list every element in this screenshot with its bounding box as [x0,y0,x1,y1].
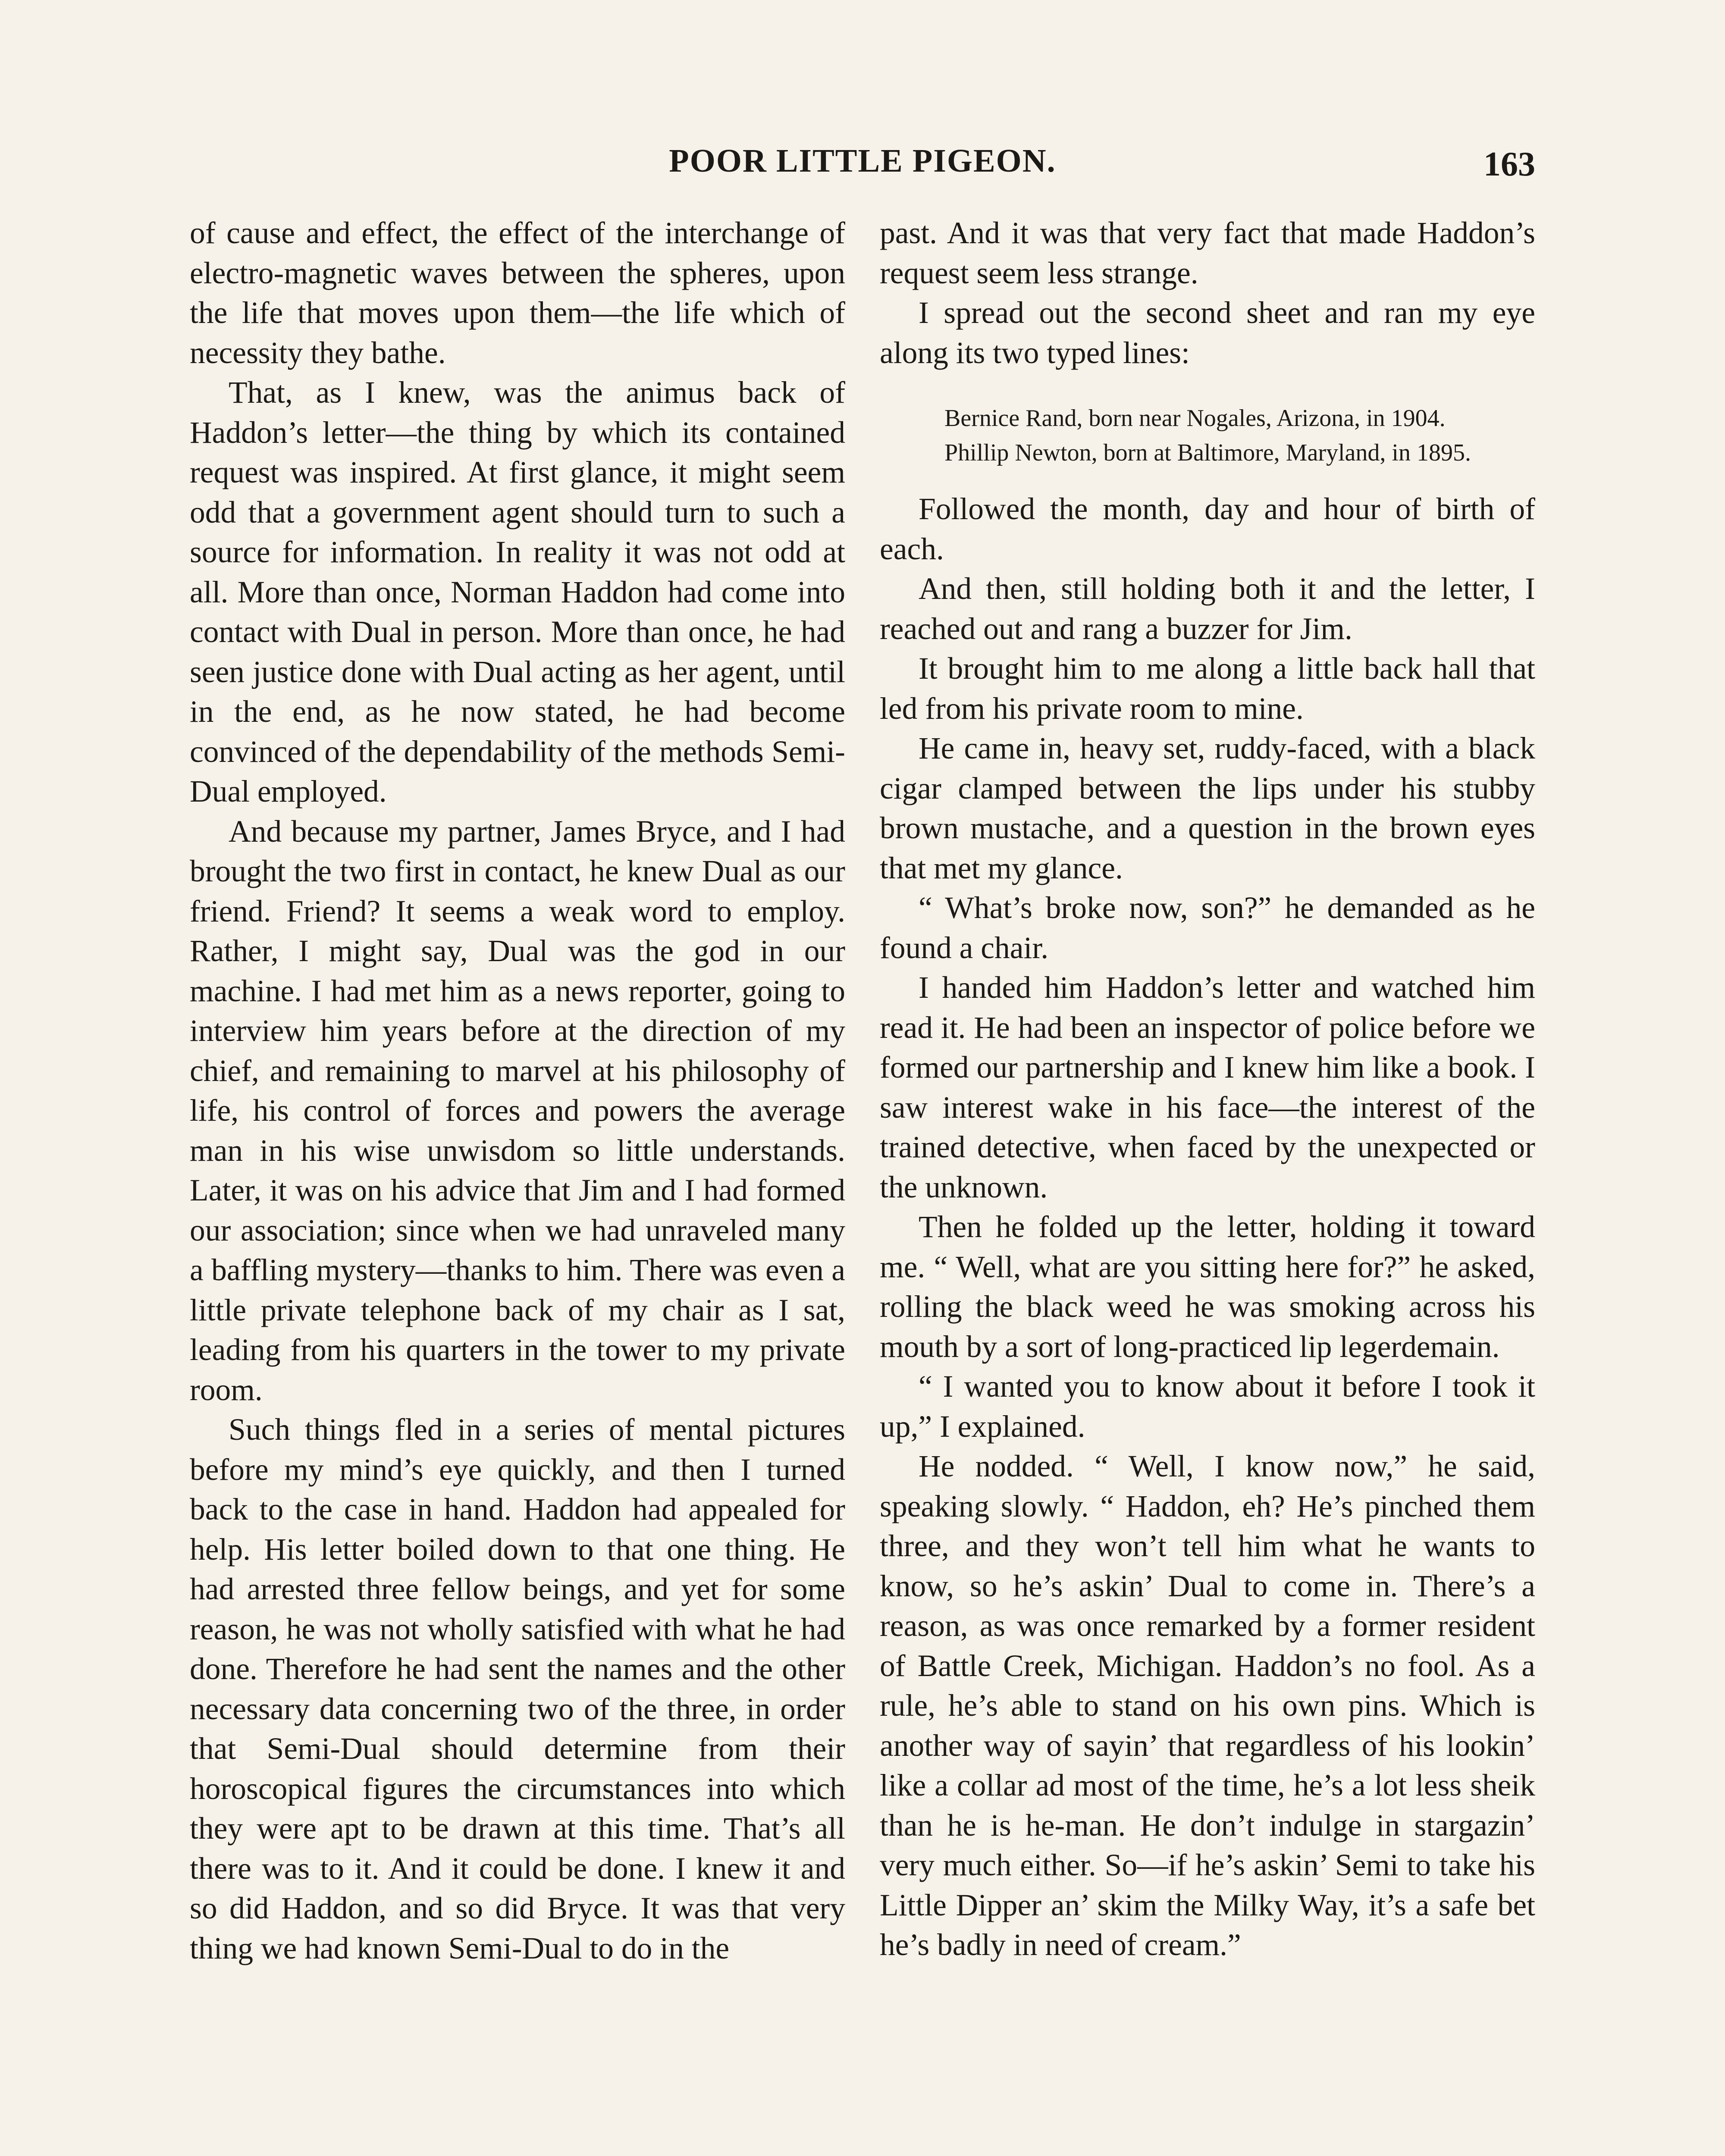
left-column [190,213,845,1968]
paragraph: “ I wanted you to know about it before I took it up,” I explained. [880,1369,1535,1444]
paragraph: And then, still holding both it and the letter, I reached out and rang a buzzer for Jim. [880,572,1535,646]
paragraph: He came in, heavy set, ruddy-faced, with a black cigar clamped between the lips under his stubby brown mustache, and a question in the brown eyes that met my glance. [880,731,1535,885]
paragraph: Then he folded up the letter, holding it toward me. “ Well, what are you sitting here for?” he asked, rolling the black weed he was smoking across his mouth by a sort of long-practiced lip legerdemain. [880,1210,1535,1364]
paragraph: Such things fled in a series of mental pictures before my mind’s eye quickly, and then I turned back to the case in hand. Haddon had appealed for help. His letter boiled down to that one thing. He had arrested three fellow beings, and yet for some reason, he was not wholly satisfied with what he had done. Therefore he had sent the names and the other necessary data concerning two of the three, in order that Semi-Dual should determine from their horoscopical figures the circumstances into which they were apt to be drawn at this time. That’s all there was to it. And it could be done. I knew it and so did Haddon, and so did Bryce. It was that very thing we had known Semi-Dual to do in the [190,1413,845,1965]
paragraph: It brought him to me along a little back hall that led from his private room to mine. [880,652,1535,726]
paragraph: past. And it was that very fact that made Haddon’s request seem less strange. [880,216,1535,290]
right-column [880,213,1535,1965]
typed-line: Bernice Rand, born near Nogales, Arizona, in 1904. [944,405,1446,432]
paragraph: He nodded. “ Well, I know now,” he said, speaking slowly. “ Haddon, eh? He’s pinched them three, and they won’t tell him what he wants to know, so he’s askin’ Dual to come in. There’s a reason, as was once remarked by a former resident of Battle Creek, Michigan. Haddon’s no fool. As a rule, he’s able to stand on his own pins. Which is another way of sayin’ that regardless of his lookin’ like a collar ad most of the time, he’s a lot less sheik than he is he-man. He don’t indulge in stargazin’ very much either. So—if he’s askin’ Semi to take his Little Dipper an’ skim the Milky Way, it’s a safe bet he’s badly in need of cream.” [880,1449,1535,1962]
paragraph: I spread out the second sheet and ran my eye along its two typed lines: [880,296,1535,370]
page-header [190,142,1535,194]
typed-lines-block [919,403,1518,468]
running-title: POOR LITTLE PIGEON. [669,143,1056,179]
paragraph: That, as I knew, was the animus back of Haddon’s letter—the thing by which its contained request was inspired. At first glance, it might seem odd that a government agent should turn to such a source for information. In reality it was not odd at all. More than once, Norman Haddon had come into contact with Dual in person. More than once, he had seen justice done with Dual acting as her agent, until in the end, as he now stated, he had become convinced of the dependability of the methods Semi-Dual employed. [190,376,845,808]
paragraph: I handed him Haddon’s letter and watched him read it. He had been an inspector of police before we formed our partnership and I knew him like a book. I saw interest wake in his face—the interest of the trained detective, when faced by the unexpected or the unknown. [880,971,1535,1204]
page-number: 163 [1484,145,1535,183]
paragraph: Followed the month, day and hour of birth of each. [880,492,1535,566]
paragraph: And because my partner, James Bryce, and I had brought the two first in contact, he knew Dual as our friend. Friend? It seems a weak word to employ. Rather, I might say, Dual was the god in our machine. I had met him as a news reporter, going to interview him years before at the direction of my chief, and remaining to marvel at his philosophy of life, his control of forces and powers the average man in his wise unwisdom so little understands. Later, it was on his advice that Jim and I had formed our association; since when we had unraveled many a baffling mystery—thanks to him. There was even a little private telephone back of my chair as I sat, leading from his quarters in the tower to my private room. [190,814,845,1407]
paragraph: of cause and effect, the effect of the interchange of electro-magnetic waves between the spheres, upon the life that moves upon them—the life which of necessity they bathe. [190,216,845,370]
typed-line: Phillip Newton, born at Baltimore, Maryland, in 1895. [944,439,1471,466]
paragraph: “ What’s broke now, son?” he demanded as he found a chair. [880,891,1535,965]
